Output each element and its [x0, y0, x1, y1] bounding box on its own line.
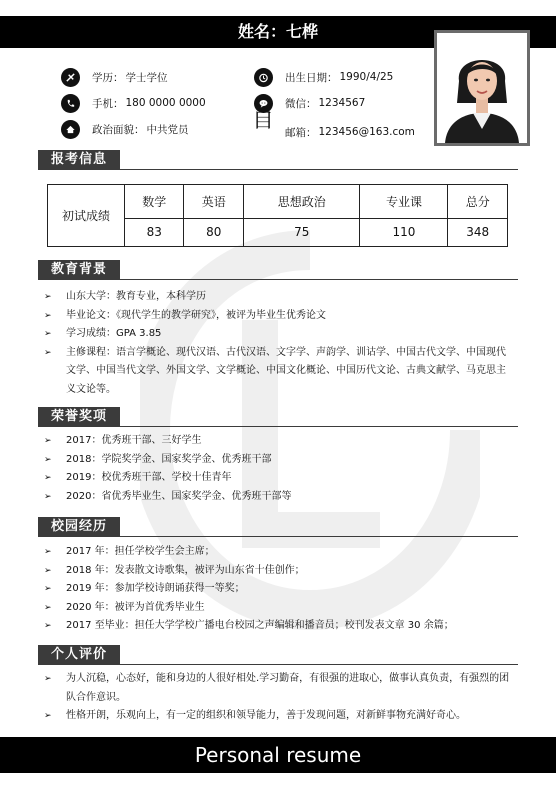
section-exam-title: 报考信息 [38, 150, 120, 170]
list-item: ➢ 2020：省优秀毕业生、国家奖学金、优秀班干部等 [44, 488, 514, 507]
email-value: 123456@163.com [318, 126, 415, 138]
education-list [44, 288, 514, 399]
table-row [48, 185, 508, 219]
list-item: ➢ 毕业论文：《现代学生的教学研究》，被评为毕业生优秀论文 [44, 307, 514, 326]
list-item: ➢ 山东大学：教育专业，本科学历 [44, 288, 514, 307]
education-value: 学士学位 [125, 71, 168, 84]
info-birthday [254, 67, 393, 87]
home-icon [61, 120, 80, 139]
section-divider [38, 279, 518, 280]
birthday-value: 1990/4/25 [339, 71, 394, 83]
score-value: 110 [360, 218, 448, 246]
score-value: 83 [125, 218, 184, 246]
politics-label: 政治面貌： [92, 123, 145, 136]
campus-list [44, 543, 514, 636]
clock-icon [254, 68, 273, 87]
list-item: ➢ 2018：学院奖学金、国家奖学金、优秀班干部 [44, 451, 514, 470]
portrait-image [437, 33, 527, 143]
phone-value: 180 0000 0000 [125, 97, 206, 109]
list-item: ➢ 2020 年：被评为首优秀毕业生 [44, 599, 514, 618]
subject-header: 思想政治 [243, 185, 360, 219]
footer-bar [0, 737, 556, 773]
section-divider [38, 169, 518, 170]
subject-header: 数学 [125, 185, 184, 219]
list-item: ➢ 为人沉稳，心态好，能和身边的人很好相处.学习勤奋，有很强的进取心，做事认真负责，有强烈的团队合作意识。 [44, 670, 514, 707]
section-campus-title: 校园经历 [38, 517, 120, 537]
evaluation-list [44, 670, 514, 726]
email-label: 邮箱： [285, 126, 317, 139]
graduation-icon [61, 68, 80, 87]
info-phone [61, 93, 206, 113]
list-item: ➢ 2019：校优秀班干部、学校十佳青年 [44, 469, 514, 488]
education-label: 学历： [92, 71, 124, 84]
list-item: ➢ 2017 至毕业：担任大学学校广播电台校园之声编辑和播音员；校刊发表文章 30 余篇； [44, 617, 514, 636]
subject-header: 英语 [184, 185, 243, 219]
section-evaluation-title: 个人评价 [38, 645, 120, 665]
birthday-label: 出生日期： [285, 71, 338, 84]
footer-title: Personal resume [194, 743, 362, 767]
list-item: ➢ 性格开朗，乐观向上，有一定的组织和领导能力，善于发现问题，对新鲜事物充满好奇心。 [44, 707, 514, 726]
score-row-label: 初试成绩 [48, 185, 125, 247]
section-education-title: 教育背景 [38, 260, 120, 280]
list-item: ➢ 主修课程：语言学概论、现代汉语、古代汉语、文字学、声韵学、训诂学、中国古代文学、中国现代文学、中国当代文学、外国文学、文学概论、中国文化概论、中国历代文论、古典文献学、马克思主义文论等。 [44, 344, 514, 400]
phone-icon [61, 94, 80, 113]
section-divider [38, 426, 518, 427]
list-item: ➢ 学习成绩：GPA 3.85 [44, 325, 514, 344]
list-item: ➢ 2018 年：发表散文诗歌集，被评为山东省十佳创作； [44, 562, 514, 581]
section-honors-title: 荣誉奖项 [38, 407, 120, 427]
score-value: 75 [243, 218, 360, 246]
wechat-label: 微信： [285, 97, 317, 110]
subject-header: 总分 [448, 185, 508, 219]
decorative-character: 自 [252, 108, 275, 133]
wechat-value: 1234567 [318, 97, 366, 109]
info-politics [61, 119, 189, 139]
score-value: 80 [184, 218, 243, 246]
score-table [47, 184, 508, 247]
politics-value: 中共党员 [146, 123, 189, 136]
section-divider [38, 536, 518, 537]
name-title: 姓名：七桦 [237, 22, 318, 41]
section-divider [38, 664, 518, 665]
list-item: ➢ 2017：优秀班干部、三好学生 [44, 432, 514, 451]
score-value: 348 [448, 218, 508, 246]
honors-list [44, 432, 514, 506]
profile-photo [434, 30, 530, 146]
list-item: ➢ 2017 年：担任学校学生会主席； [44, 543, 514, 562]
list-item: ➢ 2019 年：参加学校诗朗诵获得一等奖； [44, 580, 514, 599]
subject-header: 专业课 [360, 185, 448, 219]
phone-label: 手机： [92, 97, 124, 110]
info-email [285, 122, 415, 142]
info-education [61, 67, 168, 87]
